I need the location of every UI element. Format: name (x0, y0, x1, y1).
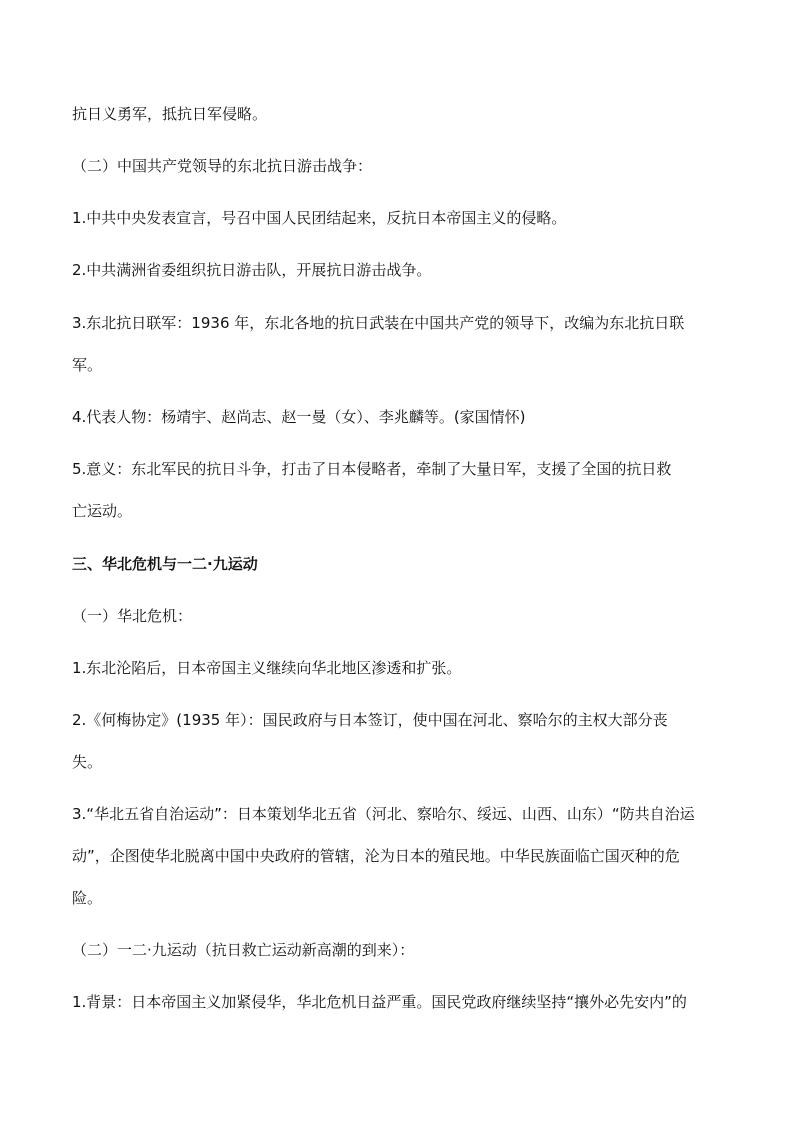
paragraph-line: 5.意义：东北军民的抗日斗争，打击了日本侵略者，牵制了大量日军，支援了全国的抗日救 (72, 460, 672, 478)
paragraph-line: 2.中共满洲省委组织抗日游击队，开展抗日游击战争。 (72, 261, 432, 279)
paragraph-line: 险。 (72, 889, 103, 907)
paragraph-line: 1.中共中央发表宣言，号召中国人民团结起来，反抗日本帝国主义的侵略。 (72, 209, 567, 227)
section-heading: 三、华北危机与一二·九运动 (72, 555, 258, 573)
subsection-heading: （二）一二·九运动（抗日救亡运动新高潮的到来）： (72, 941, 415, 959)
subsection-heading: （二）中国共产党领导的东北抗日游击战争： (72, 157, 373, 175)
paragraph-line: 动”，企图使华北脱离中国中央政府的管辖，沦为日本的殖民地。中华民族面临亡国灭种的危 (72, 847, 680, 865)
paragraph-line: 军。 (72, 356, 103, 374)
paragraph-line: 1.东北沦陷后，日本帝国主义继续向华北地区渗透和扩张。 (72, 659, 462, 677)
paragraph-line: 失。 (72, 753, 103, 771)
paragraph-line: 3.“华北五省自治运动”：日本策划华北五省（河北、察哈尔、绥远、山西、山东）“防共自治运 (72, 805, 695, 823)
paragraph-line: 亡运动。 (72, 502, 133, 520)
paragraph-line: 3.东北抗日联军：1936 年，东北各地的抗日武装在中国共产党的领导下，改编为东北抗日联 (72, 314, 685, 332)
paragraph-line: 4.代表人物：杨靖宇、赵尚志、赵一曼（女）、李兆麟等。(家国情怀) (72, 408, 526, 426)
paragraph-line: 1.背景：日本帝国主义加紧侵华，华北危机日益严重。国民党政府继续坚持“攘外必先安内”的 (72, 993, 687, 1011)
paragraph-line: 2.《何梅协定》(1935 年）：国民政府与日本签订，使中国在河北、察哈尔的主权大部分丧 (72, 711, 668, 729)
subsection-heading: （一）华北危机： (72, 607, 193, 625)
paragraph-line: 抗日义勇军，抵抗日军侵略。 (72, 105, 268, 123)
